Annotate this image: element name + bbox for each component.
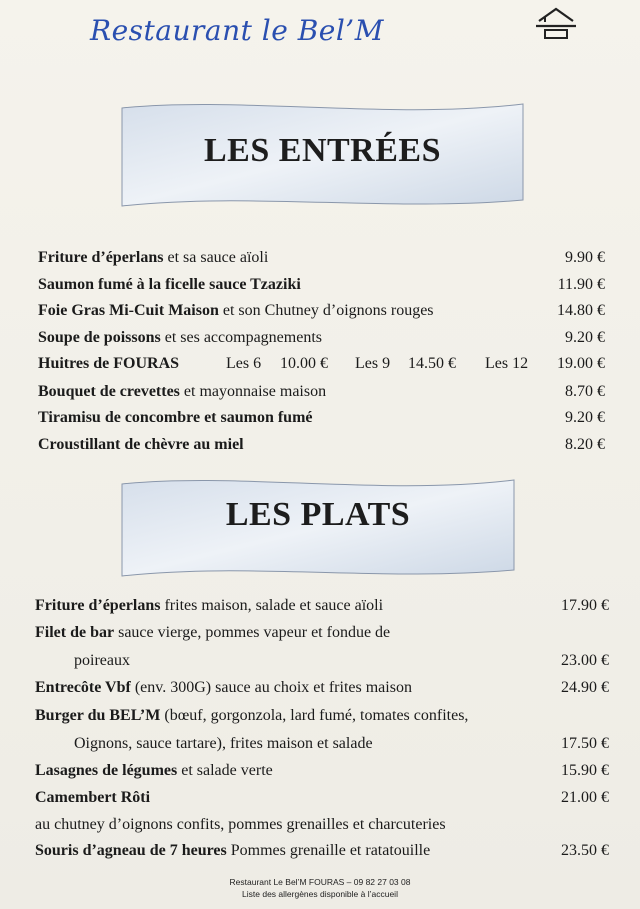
item-desc: et son Chutney d’oignons rouges xyxy=(218,302,434,319)
list-item xyxy=(38,328,322,348)
item-price: 19.00 € xyxy=(557,355,605,372)
item-desc-continued: Oignons, sauce tartare), frites maison et salade xyxy=(74,735,373,752)
list-item xyxy=(35,761,273,781)
item-name: Burger du BEL’M xyxy=(35,707,161,724)
item-price: 8.20 € xyxy=(565,436,605,453)
list-item xyxy=(35,623,390,643)
item-name: Camembert Rôti xyxy=(35,789,151,806)
home-icon xyxy=(531,6,581,40)
list-item xyxy=(38,435,244,455)
entrees-title: LES ENTRÉES xyxy=(204,132,441,169)
list-item xyxy=(35,841,430,861)
item-name: Tiramisu de concombre et saumon fumé xyxy=(38,409,313,426)
item-name: Huitres de FOURAS xyxy=(38,355,180,372)
list-item xyxy=(38,301,434,321)
restaurant-name: Restaurant le Bel’M xyxy=(90,14,384,47)
list-item xyxy=(35,596,383,616)
item-desc: et sa sauce aïoli xyxy=(163,249,269,266)
item-desc: sauce vierge, pommes vapeur et fondue de xyxy=(114,624,391,641)
entrees-banner xyxy=(120,100,525,208)
list-item xyxy=(38,354,179,374)
footer-allergens: Liste des allergènes disponible à l’accueil xyxy=(242,889,398,899)
item-price: 8.70 € xyxy=(565,383,605,400)
item-price: 15.90 € xyxy=(561,762,609,779)
list-item xyxy=(38,408,313,428)
item-desc-continued: au chutney d’oignons confits, pommes grenailles et charcuteries xyxy=(35,816,446,833)
item-price: 9.90 € xyxy=(565,249,605,266)
item-desc: (bœuf, gorgonzola, lard fumé, tomates confites, xyxy=(160,707,469,724)
item-price: 21.00 € xyxy=(561,789,609,806)
list-item xyxy=(38,248,268,268)
item-name: Lasagnes de légumes xyxy=(35,762,178,779)
item-name: Friture d’éperlans xyxy=(35,597,161,614)
item-price: 14.80 € xyxy=(557,302,605,319)
item-name: Croustillant de chèvre au miel xyxy=(38,436,244,453)
item-name: Bouquet de crevettes xyxy=(38,383,180,400)
list-item xyxy=(38,382,326,402)
list-item xyxy=(35,678,412,698)
item-name: Saumon fumé à la ficelle sauce Tzaziki xyxy=(38,276,301,293)
item-name: Filet de bar xyxy=(35,624,115,641)
oyster-les6: Les 6 xyxy=(226,355,262,372)
item-price: 17.90 € xyxy=(561,597,609,614)
oyster-les9: Les 9 xyxy=(355,355,391,372)
item-price: 23.00 € xyxy=(561,652,609,669)
item-price: 11.90 € xyxy=(557,276,605,293)
item-desc-continued: poireaux xyxy=(74,652,130,669)
plats-banner xyxy=(120,476,516,578)
item-name: Souris d’agneau de 7 heures xyxy=(35,842,227,859)
item-desc: Pommes grenaille et ratatouille xyxy=(226,842,431,859)
item-price: 17.50 € xyxy=(561,735,609,752)
item-desc: (env. 300G) sauce au choix et frites maison xyxy=(130,679,412,696)
list-item xyxy=(38,275,301,295)
list-item xyxy=(35,788,150,808)
item-name: Foie Gras Mi-Cuit Maison xyxy=(38,302,219,319)
oyster-les12: Les 12 xyxy=(485,355,529,372)
item-name: Soupe de poissons xyxy=(38,329,161,346)
oyster-price-9: 14.50 € xyxy=(408,355,456,372)
plats-title: LES PLATS xyxy=(225,496,411,533)
item-desc: et ses accompagnements xyxy=(160,329,322,346)
item-desc: et mayonnaise maison xyxy=(179,383,327,400)
item-price: 23.50 € xyxy=(561,842,609,859)
list-item xyxy=(35,706,468,726)
oyster-price-6: 10.00 € xyxy=(280,355,328,372)
item-desc: frites maison, salade et sauce aïoli xyxy=(160,597,384,614)
item-desc: et salade verte xyxy=(177,762,273,779)
item-price: 24.90 € xyxy=(561,679,609,696)
item-name: Entrecôte Vbf xyxy=(35,679,131,696)
item-price: 9.20 € xyxy=(565,329,605,346)
footer-contact: Restaurant Le Bel’M FOURAS – 09 82 27 03 08 xyxy=(229,877,411,887)
item-name: Friture d’éperlans xyxy=(38,249,164,266)
item-price: 9.20 € xyxy=(565,409,605,426)
